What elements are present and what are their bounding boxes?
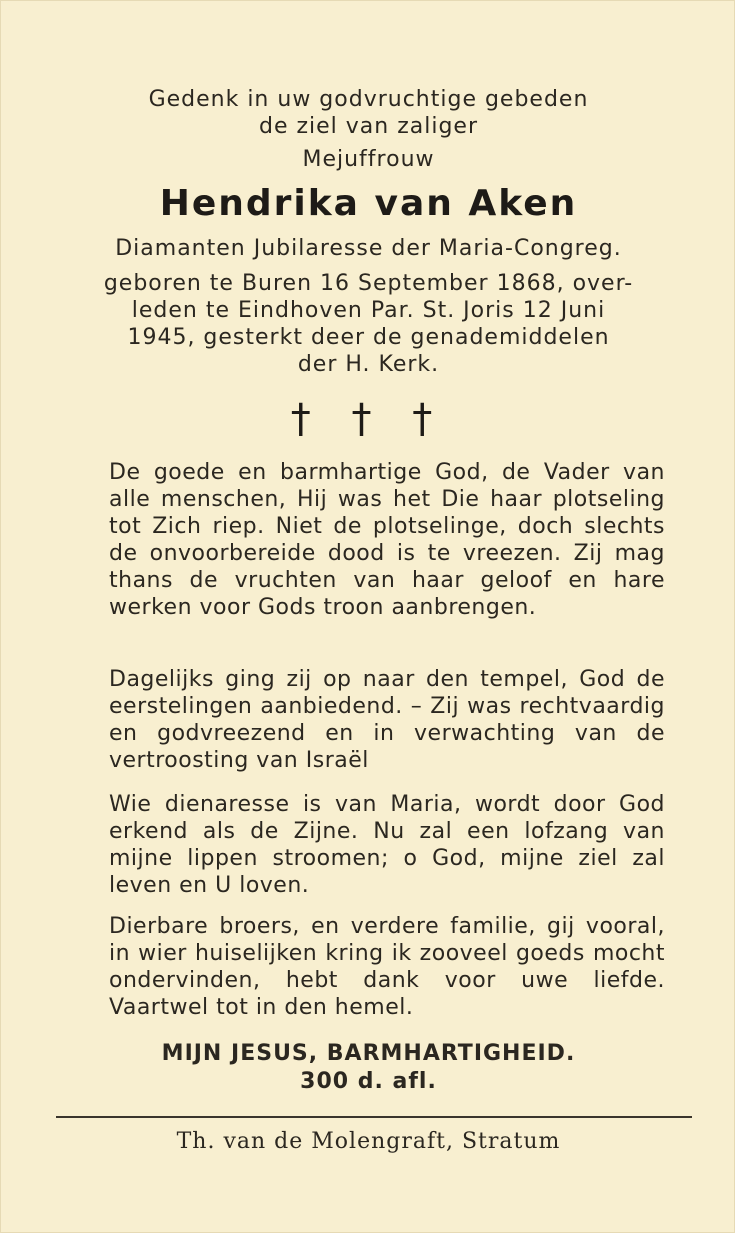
- prayer-text: MIJN JESUS, BARMHARTIGHEID.: [161, 1041, 576, 1066]
- deceased-name: Hendrika van Aken: [159, 183, 578, 224]
- paragraph-text: Wie dienaresse is van Maria, wordt door God erkend als de Zijne. Nu zal een lofzang van mijne lippen stroomen; o God, mijne ziel zal leven en U loven.: [109, 792, 665, 898]
- paragraph-1: [109, 459, 665, 621]
- printer-credit: Th. van de Molengraft, Stratum: [176, 1129, 561, 1154]
- paragraph-text: Dagelijks ging zij op naar den tempel, God de eerstelingen aanbiedend. – Zij was rechtvaardig en godvreezend en in verwachting van de vertroosting van Israël: [109, 667, 665, 773]
- paragraph-3: [109, 791, 665, 899]
- paragraph-text: Dierbare broers, en verdere familie, gij vooral, in wier huiselijken kring ik zooveel goeds mocht ondervinden, hebt dank voor uwe liefde. Vaartwel tot in den hemel.: [109, 914, 665, 1020]
- paragraph-4: [109, 913, 665, 1021]
- title-prefix: Mejuffrouw: [302, 147, 435, 172]
- paragraph-text: De goede en barmhartige God, de Vader van alle menschen, Hij was het Die haar plotseling tot Zich riep. Niet de plotselinge, doch slechts de onvoorbereide dood is te vreezen. Zij mag thans de vruchten van haar geloof en hare werken voor Gods troon aanbrengen.: [109, 460, 665, 620]
- divider: [56, 1116, 692, 1118]
- indulgence-text: 300 d. afl.: [300, 1069, 437, 1094]
- bio-line-3: 1945, gesterkt deer de genademiddelen: [127, 325, 610, 350]
- bio-line-1: geboren te Buren 16 September 1868, over-: [103, 271, 634, 296]
- paragraph-2: [109, 666, 665, 774]
- three-crosses-icon: † † †: [290, 396, 447, 442]
- subtitle: Diamanten Jubilaresse der Maria-Congreg.: [115, 236, 622, 261]
- bio-line-4: der H. Kerk.: [297, 352, 440, 377]
- bio-line-2: leden te Eindhoven Par. St. Joris 12 Juni: [131, 298, 606, 323]
- invocation-line-2: de ziel van zaliger: [258, 114, 479, 139]
- invocation-line-1: Gedenk in uw godvruchtige gebeden: [148, 87, 589, 112]
